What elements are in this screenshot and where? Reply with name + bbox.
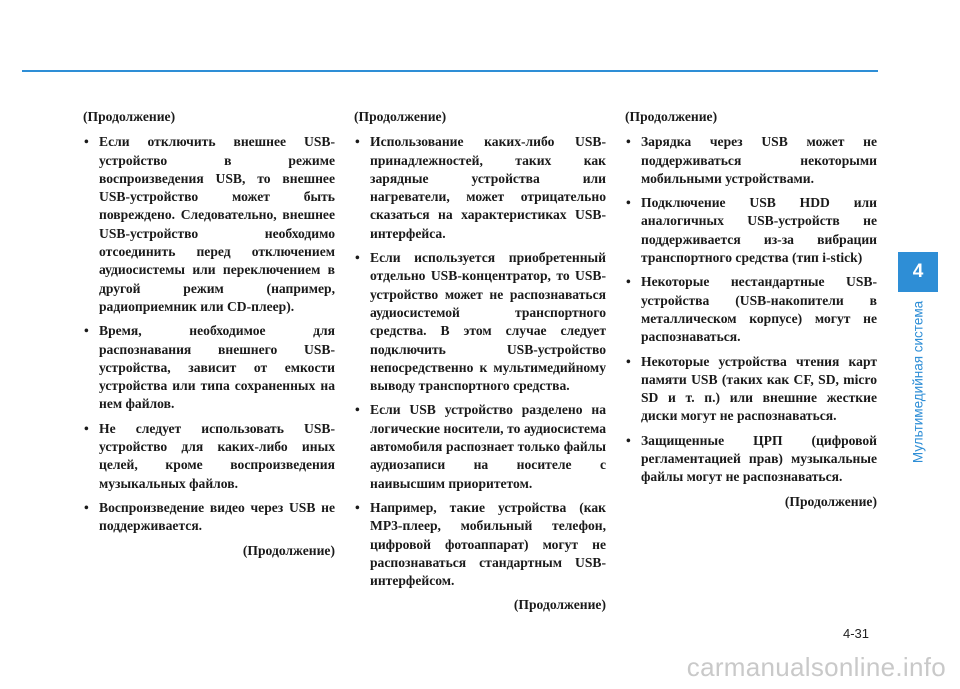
list-item: • Например, такие устройства (как MP3-плеер, мобильный телефон, цифровой фотоаппарат) могут не распознаваться стандартным USB-интерфейсом.	[354, 499, 606, 590]
list-item: • Зарядка через USB может не поддерживаться некоторыми мобильными устройствами.	[625, 133, 877, 188]
continued-heading: (Продолжение)	[354, 109, 447, 124]
bullet-list	[354, 133, 606, 590]
watermark-text: carmanualsonline.info	[686, 652, 946, 682]
list-item: • Не следует использовать USB-устройство для каких-либо иных целей, кроме воспроизведения музыкальных файлов.	[83, 420, 335, 493]
continued-footer: (Продолжение)	[784, 493, 877, 509]
list-item: • Если используется приобретенный отдельно USB-концентратор, то USB-устройство может не распознаваться аудиосистемой транспортного средства. В этом случае следует подключить USB-устройство непосредственно к мультимедийному выводу транспортного средства.	[354, 249, 606, 395]
header-rule	[22, 70, 878, 72]
list-item: • Подключение USB HDD или аналогичных USB-устройств не поддерживается из-за вибрации транспортного средства (тип i-stick)	[625, 194, 877, 267]
list-item: • Если USB устройство разделено на логические носители, то аудиосистема автомобиля распознает только файлы аудиозаписи на носителе с наивысшим приоритетом.	[354, 401, 606, 492]
chapter-number-tab: 4	[898, 252, 938, 292]
continued-footer: (Продолжение)	[513, 597, 606, 613]
list-item: • Время, необходимое для распознавания внешнего USB-устройства, зависит от емкости устройства или типа сохраненных на нем файлов.	[83, 322, 335, 413]
text-column-2	[354, 108, 606, 628]
list-item: • Использование каких-либо USB-принадлежностей, таких как зарядные устройства или нагреватели, может отрицательно сказаться на характеристиках USB-интерфейса.	[354, 133, 606, 243]
page-number: 4-31	[843, 626, 870, 641]
chapter-title-vertical: Мультимедийная система	[910, 300, 926, 464]
continued-heading: (Продолжение)	[625, 109, 718, 124]
list-item: • Некоторые устройства чтения карт памяти USB (таких как CF, SD, micro SD и т. п.) или внешние жесткие диски могут не распознаваться.	[625, 353, 877, 426]
bullet-list	[83, 133, 335, 535]
continued-heading: (Продолжение)	[83, 109, 176, 124]
list-item: • Если отключить внешнее USB-устройство в режиме воспроизведения USB, то внешнее USB-устройство может быть повреждено. Следовательно, внешнее USB-устройство необходимо отсоединить перед отключением аудиосистемы или переключением в другой режим (например, радиоприемник или CD-плеер).	[83, 133, 335, 316]
continued-footer: (Продолжение)	[242, 542, 335, 558]
list-item: • Некоторые нестандартные USB-устройства (USB-накопители в металлическом корпусе) могут не распознаваться.	[625, 273, 877, 346]
list-item: • Воспроизведение видео через USB не поддерживается.	[83, 499, 335, 536]
bullet-list	[625, 133, 877, 486]
list-item: • Защищенные ЦРП (цифровой регламентацией прав) музыкальные файлы могут не распознаваться.	[625, 432, 877, 487]
text-column-1	[83, 108, 335, 573]
text-column-3	[625, 108, 877, 525]
